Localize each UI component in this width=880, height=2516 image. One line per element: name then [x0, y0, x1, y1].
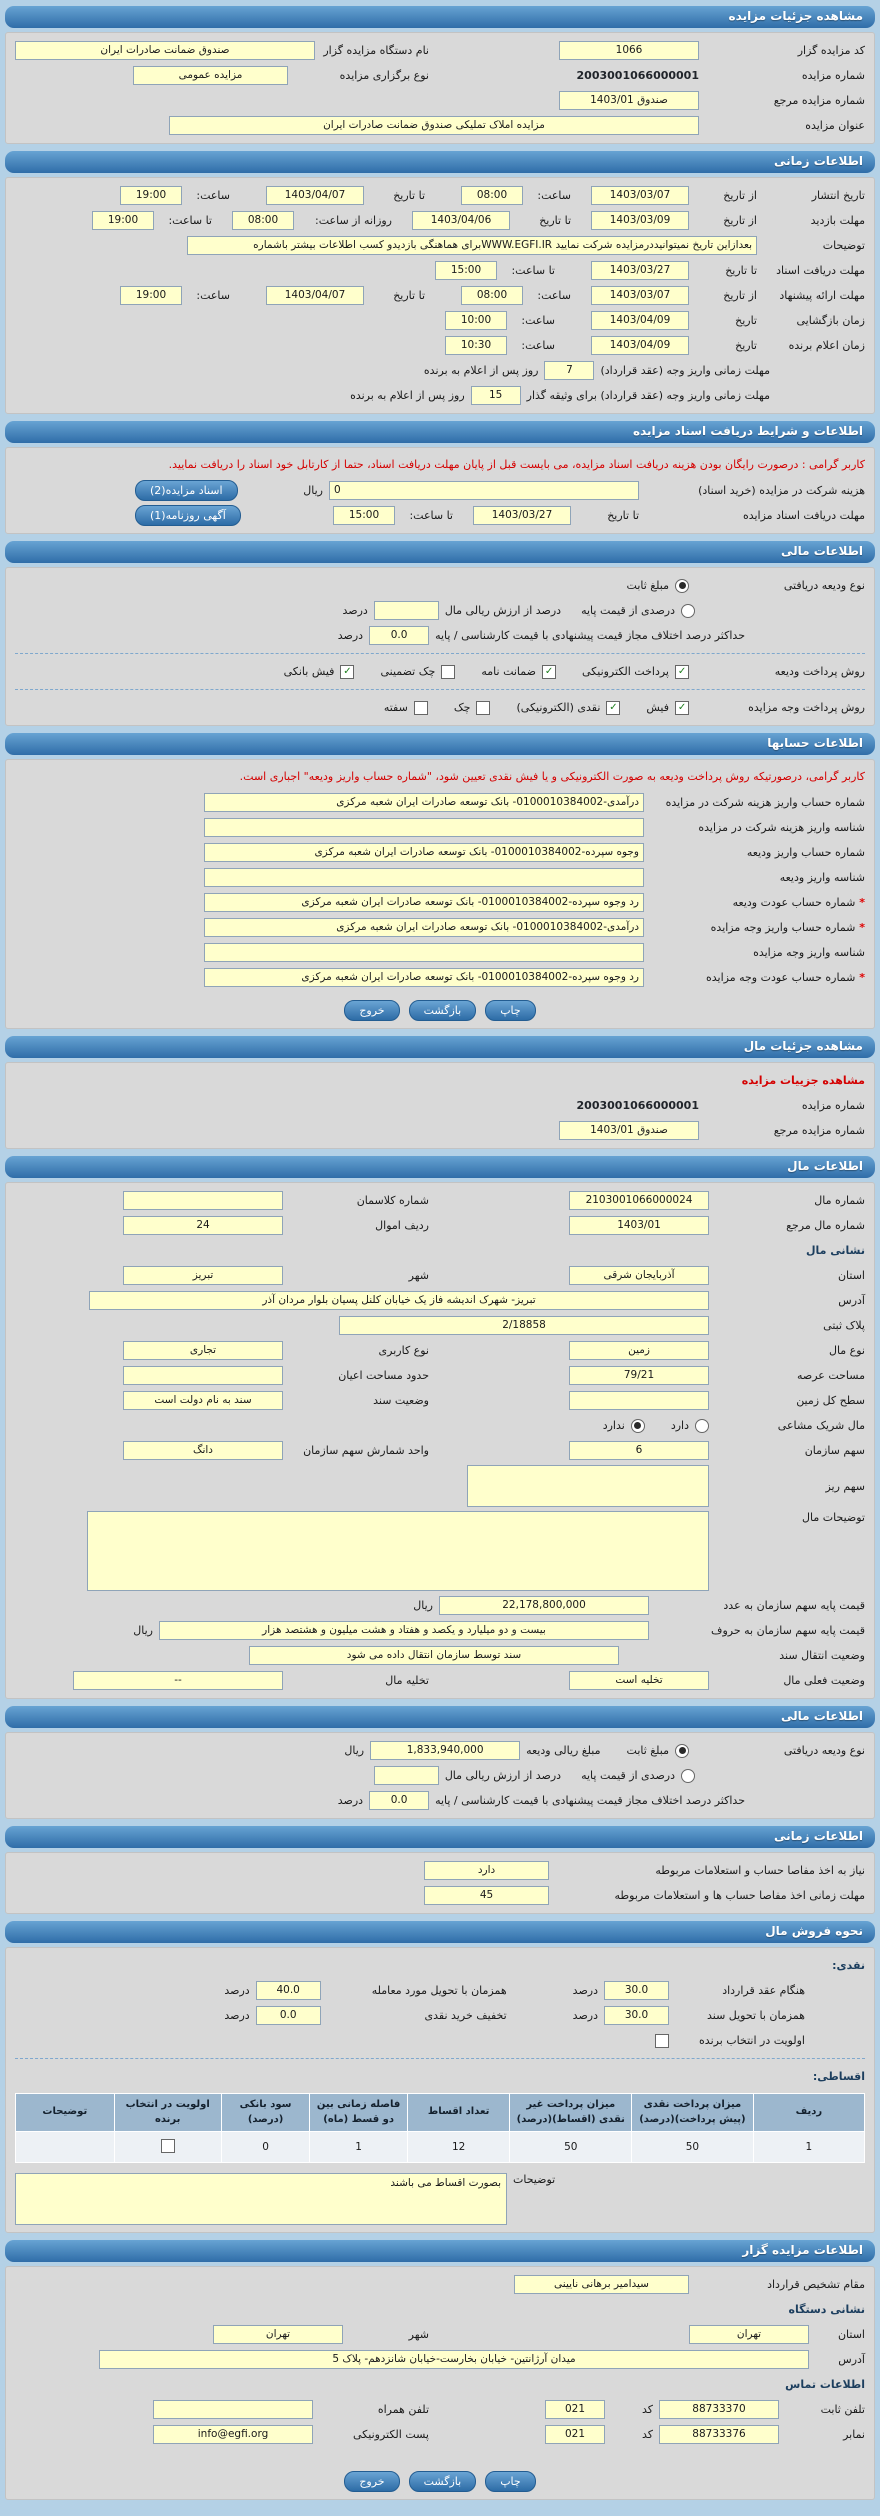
time-note-field[interactable]: بعدازاین تاریخ نمیتوانیددرمزایده شرکت نمایید WWW.EGFI.IRبرای هماهنگی بازدیدو کسب اطلاعات بیشتر باشماره — [187, 236, 757, 255]
base-price-num-unit: ریال — [413, 1599, 433, 1612]
at-delivery-field[interactable]: 40.0 — [256, 1981, 321, 2000]
participation-fee-label: هزینه شرکت در مزایده (خرید اسناد) — [698, 484, 865, 497]
docs-header: اطلاعات و شرایط دریافت اسناد مزایده — [5, 421, 875, 443]
mal-max-diff-unit: درصد — [337, 1794, 364, 1807]
at-deed-label: همزمان با تحویل سند — [706, 2009, 805, 2022]
col-noncash-percent: میزان پرداخت غیر نقدی (اقساط)(درصد) — [510, 2094, 632, 2132]
mal-address-title: نشانی مال — [805, 1244, 865, 1257]
cell-installment-count: 12 — [407, 2132, 510, 2163]
docs-deadline-date-field[interactable]: 1403/03/27 — [591, 261, 689, 280]
docs-warning-text: کاربر گرامی : درصورت رایگان بودن هزینه دریافت اسناد مزایده، می بایست قبل از پایان مهلت دریافت اسناد، حتما از کارتابل خود اسناد را دریافت نمایید. — [168, 458, 865, 472]
auctioneer-code-field[interactable]: 1066 — [559, 41, 699, 60]
promissory-checkbox[interactable] — [414, 701, 428, 715]
cell-winner-priority — [114, 2132, 221, 2163]
cell-row-no: 1 — [753, 2132, 864, 2163]
cash-discount-label: تخفیف خرید نقدی — [424, 2009, 507, 2022]
time-note-label: توضیحات — [822, 239, 865, 252]
publish-from-time-field[interactable]: 08:00 — [461, 186, 523, 205]
view-auction-details-link[interactable]: مشاهده جزییات مزایده — [741, 1074, 865, 1087]
publish-from-label: از تاریخ — [723, 189, 757, 202]
receipt-label: فیش — [646, 701, 669, 714]
auctioneer-name-field[interactable]: صندوق ضمانت صادرات ایران — [15, 41, 315, 60]
docs-deadline-label: مهلت دریافت اسناد — [776, 264, 865, 277]
auction-finance-header: اطلاعات مالی — [5, 541, 875, 563]
publish-label: تاریخ انتشار — [811, 189, 865, 202]
clearance-deadline-field[interactable]: 45 — [424, 1886, 549, 1905]
winner-time-field[interactable]: 10:30 — [445, 336, 507, 355]
pay-guarantor-label: مهلت زمانی واریز وجه (عقد قرارداد) برای وثیقه گذار — [526, 389, 770, 402]
docs-section — [5, 421, 875, 534]
max-diff-field[interactable]: 0.0 — [369, 626, 429, 645]
mal-percent-label: درصدی از قیمت پایه — [581, 1769, 675, 1782]
mal-city-label: شهر — [408, 1269, 429, 1282]
clearance-label: نیاز به اخذ مفاصا حساب و استعلامات مربوطه — [655, 1864, 865, 1877]
winner-label: زمان اعلام برنده — [788, 339, 865, 352]
mal-percent-radio[interactable] — [681, 1769, 695, 1783]
usage-type-label: نوع کاربری — [378, 1344, 429, 1357]
deposit-type-label: نوع ودیعه دریافتی — [783, 579, 865, 592]
offer-from-date-field[interactable]: 1403/03/07 — [591, 286, 689, 305]
deed-transfer-field[interactable]: سند توسط سازمان انتقال داده می شود — [249, 1646, 619, 1665]
mal-auction-number-value: 2003001066000001 — [576, 1099, 699, 1112]
visit-from-time-field[interactable]: 08:00 — [232, 211, 294, 230]
time-info-section — [5, 151, 875, 414]
deposit-return-account-label: * شماره حساب عودت ودیعه — [650, 896, 865, 909]
mal-address-label: آدرس — [838, 1294, 865, 1307]
classification-field[interactable] — [123, 1191, 283, 1210]
asset-row-field[interactable]: 24 — [123, 1216, 283, 1235]
mal-fixed-amount-label: مبلغ ثابت — [626, 1744, 669, 1757]
mal-summary-body — [5, 1062, 875, 1149]
fixed-amount-label: مبلغ ثابت — [626, 579, 669, 592]
auction-ref-field[interactable]: صندوق 1403/01 — [559, 91, 699, 110]
share-detail-field[interactable] — [467, 1465, 709, 1507]
mal-details-header: مشاهده جزئیات مال — [5, 1036, 875, 1058]
classification-label: شماره کلاسمان — [356, 1194, 429, 1207]
mal-ref-label: شماره مال مرجع — [786, 1219, 865, 1232]
org-city-field[interactable]: تهران — [213, 2325, 343, 2344]
clearance-field[interactable]: دارد — [424, 1861, 549, 1880]
auction-number-value: 2003001066000001 — [576, 69, 699, 82]
cash-discount-field[interactable]: 0.0 — [256, 2006, 321, 2025]
auction-finance-section — [5, 541, 875, 726]
at-deed-field[interactable]: 30.0 — [604, 2006, 669, 2025]
fixed-amount-radio[interactable] — [675, 579, 689, 593]
pay-contract-label: مهلت زمانی واریز وجه (عقد قرارداد) — [600, 364, 770, 377]
docs-deadline-to-label: تا تاریخ — [725, 264, 757, 277]
offer-label: مهلت ارائه پیشنهاد — [779, 289, 865, 302]
participation-fee-field[interactable]: 0 — [329, 481, 639, 500]
winner-date-field[interactable]: 1403/04/09 — [591, 336, 689, 355]
opening-time-field[interactable]: 10:00 — [445, 311, 507, 330]
accounts-body — [5, 759, 875, 1029]
base-price-num-label: قیمت پایه سهم سازمان به عدد — [723, 1599, 865, 1612]
org-share-label: سهم سازمان — [804, 1444, 865, 1457]
at-contract-field[interactable]: 30.0 — [604, 1981, 669, 2000]
time-info-body — [5, 177, 875, 414]
newspaper-ad-button[interactable]: آگهی روزنامه(1) — [135, 505, 241, 526]
fax-field[interactable]: 88733376 — [659, 2425, 779, 2444]
auction-pay-id-field[interactable] — [204, 943, 644, 962]
mal-desc-field[interactable] — [87, 1511, 709, 1591]
authority-label: مقام تشخیص قرارداد — [767, 2278, 865, 2291]
auction-pay-return-account-label: * شماره حساب عودت وجه مزایده — [650, 971, 865, 984]
shared-no-label: ندارد — [602, 1419, 625, 1432]
docs-deadline-time-field[interactable]: 15:00 — [435, 261, 497, 280]
print-button-bottom[interactable]: چاپ — [485, 2471, 536, 2492]
cell-noncash-percent: 50 — [510, 2132, 632, 2163]
auction-pay-id-label: شناسه واریز وجه مزایده — [753, 946, 865, 959]
docs-to-date-field[interactable]: 1403/03/27 — [473, 506, 571, 525]
cell-cash-percent: 50 — [632, 2132, 754, 2163]
visit-to-date-field[interactable]: 1403/04/06 — [412, 211, 510, 230]
phone-code-field[interactable]: 021 — [545, 2400, 605, 2419]
accounts-section — [5, 733, 875, 1029]
docs-receive-deadline-label: مهلت دریافت اسناد مزایده — [742, 509, 865, 522]
pay-contract-days-field[interactable]: 7 — [544, 361, 594, 380]
mal-info-body — [5, 1182, 875, 1699]
visit-from-date-field[interactable]: 1403/03/09 — [591, 211, 689, 230]
offer-to-date-field[interactable]: 1403/04/07 — [266, 286, 364, 305]
mal-ref-field[interactable]: 1403/01 — [569, 1216, 709, 1235]
fee-deposit-id-label: شناسه واریز هزینه شرکت در مزایده — [698, 821, 865, 834]
col-row-no: ردیف — [753, 2094, 864, 2132]
building-area-field[interactable] — [123, 1366, 283, 1385]
docs-to-time-field[interactable]: 15:00 — [333, 506, 395, 525]
mal-finance-body — [5, 1732, 875, 1819]
docs-deadline-time-label: تا ساعت: — [511, 264, 555, 277]
docs-body — [5, 447, 875, 534]
asset-row-label: ردیف اموال — [375, 1219, 429, 1232]
installment-priority-checkbox[interactable] — [161, 2139, 175, 2153]
sale-method-header: نحوه فروش مال — [5, 1921, 875, 1943]
cash-priority-checkbox[interactable] — [655, 2034, 669, 2048]
mal-desc-label: توضیحات مال — [802, 1511, 865, 1524]
deposit-amount-unit: ریال — [344, 1744, 365, 1757]
email-label: پست الکترونیکی — [353, 2428, 429, 2441]
fax-label: نمابر — [843, 2428, 865, 2441]
mobile-field[interactable] — [153, 2400, 313, 2419]
col-installment-count: تعداد اقساط — [407, 2094, 510, 2132]
sale-method-section — [5, 1921, 875, 2233]
secured-check-checkbox[interactable] — [441, 665, 455, 679]
accounts-header: اطلاعات حسابها — [5, 733, 875, 755]
shared-yes-radio[interactable] — [695, 1419, 709, 1433]
sale-method-body — [5, 1947, 875, 2233]
publish-from-hour-label: ساعت: — [537, 189, 571, 202]
phone-code-label: کد — [641, 2403, 653, 2416]
winner-hour-label: ساعت: — [521, 339, 555, 352]
pay-guarantor-days-field[interactable]: 15 — [471, 386, 521, 405]
pay-guarantor-suffix: روز پس از اعلام به برنده — [350, 389, 465, 402]
offer-to-label: تا تاریخ — [393, 289, 425, 302]
share-detail-label: سهم ریز — [825, 1479, 865, 1493]
deposit-amount-label: مبلغ ریالی ودیعه — [526, 1744, 601, 1757]
auction-type-label: نوع برگزاری مزایده — [339, 69, 429, 82]
mal-time-body — [5, 1852, 875, 1914]
auction-details-section — [5, 6, 875, 144]
auction-pay-account-field[interactable]: درآمدی-0100010384002- بانک توسعه صادرات ایران شعبه مرکزی — [204, 918, 644, 937]
auctioneer-body — [5, 2266, 875, 2500]
contact-title: اطلاعات تماس — [785, 2378, 865, 2391]
percent-unit-label: درصد — [342, 604, 368, 617]
visit-from-label: از تاریخ — [723, 214, 757, 227]
mal-number-field[interactable]: 2103001066000024 — [569, 1191, 709, 1210]
fee-account-field[interactable]: درآمدی-0100010384002- بانک توسعه صادرات ایران شعبه مرکزی — [204, 793, 644, 812]
auction-pay-account-label: * شماره حساب واریز وجه مزایده — [650, 921, 865, 934]
mal-city-field[interactable]: تبریز — [123, 1266, 283, 1285]
base-price-words-label: قیمت پایه سهم سازمان به حروف — [711, 1624, 865, 1637]
mal-deposit-type-label: نوع ودیعه دریافتی — [783, 1744, 865, 1757]
col-bank-interest: سود بانکی (درصد) — [221, 2094, 310, 2132]
org-share-field[interactable]: 6 — [569, 1441, 709, 1460]
cash-electronic-label: نقدی (الکترونیکی) — [516, 701, 601, 714]
org-address-title: نشانی دستگاه — [788, 2303, 865, 2316]
mal-address-field[interactable]: تبریز- شهرک اندیشه فاز یک خیابان کلنل پسیان بلوار مردان آذر — [89, 1291, 709, 1310]
secured-check-label: چک تضمینی — [380, 665, 436, 678]
mal-percent-value-label: درصد از ارزش ریالی مال — [444, 1769, 562, 1782]
land-area-label: مساحت عرصه — [796, 1369, 865, 1382]
back-button[interactable]: بازگشت — [409, 1000, 477, 1021]
deed-status-field[interactable]: سند به نام دولت است — [123, 1391, 283, 1410]
cell-installment-interval: 1 — [310, 2132, 408, 2163]
deposit-amount-field[interactable]: 1,833,940,000 — [370, 1741, 520, 1760]
auction-finance-body — [5, 567, 875, 726]
clearance-deadline-label: مهلت زمانی اخذ مفاصا حساب ها و استعلامات مربوطه — [614, 1889, 865, 1902]
authority-field[interactable]: سیدامیر برهانی نایینی — [514, 2275, 689, 2294]
mal-info-section — [5, 1156, 875, 1699]
total-land-field[interactable] — [569, 1391, 709, 1410]
mal-auction-number-label: شماره مزایده — [801, 1099, 865, 1112]
org-province-label: استان — [837, 2328, 865, 2341]
offer-from-label: از تاریخ — [723, 289, 757, 302]
org-address-field[interactable]: میدان آرژانتین- خیابان بخارست-خیابان شانزدهم- پلاک 5 — [99, 2350, 809, 2369]
at-contract-label: هنگام عقد قرارداد — [722, 1984, 805, 1997]
fee-deposit-id-field[interactable] — [204, 818, 644, 837]
max-diff-label: حداکثر درصد اختلاف مجاز قیمت پیشنهادی با قیمت کارشناسی / پایه — [435, 629, 745, 642]
installment-table — [15, 2093, 865, 2163]
mal-province-label: استان — [837, 1269, 865, 1282]
col-installment-interval: فاصله زمانی بین دو قسط (ماه) — [310, 2094, 408, 2132]
sale-desc-label: توضیحات — [513, 2173, 556, 2186]
mal-province-field[interactable]: آذربایجان شرقی — [569, 1266, 709, 1285]
share-unit-label: واحد شمارش سهم سازمان — [303, 1444, 429, 1457]
percent-value-field[interactable] — [374, 601, 439, 620]
cheque-label: چک — [453, 701, 471, 714]
installment-title: اقساطی: — [812, 2070, 865, 2083]
publish-to-label: تا تاریخ — [393, 189, 425, 202]
mal-number-label: شماره مال — [814, 1194, 865, 1207]
building-area-label: حدود مساحت اعیان — [338, 1369, 429, 1382]
pay-contract-suffix: روز پس از اعلام به برنده — [423, 364, 539, 377]
electronic-payment-label: پرداخت الکترونیکی — [582, 665, 669, 678]
back-button-bottom[interactable]: بازگشت — [409, 2471, 477, 2492]
deed-status-label: وضعیت سند — [373, 1394, 429, 1407]
deposit-id-label: شناسه واریز ودیعه — [779, 871, 865, 884]
org-city-label: شهر — [408, 2328, 429, 2341]
mal-max-diff-label: حداکثر درصد اختلاف مجاز قیمت پیشنهادی با قیمت کارشناسی / پایه — [435, 1794, 745, 1807]
base-price-words-field[interactable]: بیست و دو میلیارد و یکصد و هفتاد و هشت میلیون و هشتصد هزار — [159, 1621, 649, 1640]
col-cash-percent: میزان پرداخت نقدی (پیش پرداخت)(درصد) — [632, 2094, 754, 2132]
bank-receipt-label: فیش بانکی — [283, 665, 335, 678]
deed-transfer-label: وضعیت انتقال سند — [779, 1649, 865, 1662]
opening-hour-label: ساعت: — [521, 314, 555, 327]
base-price-num-field[interactable]: 22,178,800,000 — [439, 1596, 649, 1615]
mal-type-field[interactable]: زمین — [569, 1341, 709, 1360]
publish-to-time-field[interactable]: 19:00 — [120, 186, 182, 205]
mal-max-diff-field[interactable]: 0.0 — [369, 1791, 429, 1810]
mal-type-label: نوع مال — [828, 1344, 865, 1357]
cell-bank-interest: 0 — [221, 2132, 310, 2163]
docs-to-date-label: تا تاریخ — [607, 509, 639, 522]
auctioneer-name-label: نام دستگاه مزایده گزار — [323, 44, 429, 57]
opening-date-label: تاریخ — [735, 314, 757, 327]
visit-to-time-label: تا ساعت: — [168, 214, 212, 227]
offer-to-time-field[interactable]: 19:00 — [120, 286, 182, 305]
opening-label: زمان بازگشایی — [796, 314, 865, 327]
at-deed-unit: درصد — [572, 2009, 598, 2022]
deposit-methods-label: روش پرداخت ودیعه — [774, 665, 865, 678]
col-notes: توضیحات — [16, 2094, 115, 2132]
auction-documents-button[interactable]: اسناد مزایده(2) — [135, 480, 238, 501]
pay-methods-label: روش پرداخت وجه مزایده — [748, 701, 865, 714]
col-winner-priority: اولویت در انتخاب برنده — [114, 2094, 221, 2132]
auction-number-label: شماره مزایده — [801, 69, 865, 82]
org-address-label: آدرس — [838, 2353, 865, 2366]
winner-date-label: تاریخ — [735, 339, 757, 352]
auction-details-header: مشاهده جزئیات مزایده — [5, 6, 875, 28]
accounts-warning-text: کاربر گرامی، درصورتیکه روش پرداخت ودیعه به صورت الکترونیکی و یا فیش نقدی تعیین شود، "شماره حساب واریز ودیعه" اجباری است. — [239, 770, 865, 784]
deposit-account-field[interactable]: وجوه سپرده-0100010384002- بانک توسعه صادرات ایران شعبه مرکزی — [204, 843, 644, 862]
fax-code-field[interactable]: 021 — [545, 2425, 605, 2444]
auctioneer-code-label: کد مزایده گزار — [797, 44, 865, 57]
publish-from-date-field[interactable]: 1403/03/07 — [591, 186, 689, 205]
total-land-label: سطح کل زمین — [796, 1394, 865, 1407]
shared-no-radio[interactable] — [631, 1419, 645, 1433]
offer-to-hour-label: ساعت: — [196, 289, 230, 302]
receipt-checkbox[interactable] — [675, 701, 689, 715]
auctioneer-section — [5, 2240, 875, 2500]
time-info-header: اطلاعات زمانی — [5, 151, 875, 173]
deposit-account-label: شماره حساب واریز ودیعه — [746, 846, 865, 859]
evacuation-label: تخلیه مال — [385, 1674, 429, 1687]
exit-button-bottom[interactable]: خروج — [344, 2471, 399, 2492]
exit-button[interactable]: خروج — [344, 1000, 399, 1021]
fax-code-label: کد — [641, 2428, 653, 2441]
mal-fixed-amount-radio[interactable] — [675, 1744, 689, 1758]
installment-row — [16, 2132, 865, 2163]
visit-to-time-field[interactable]: 19:00 — [92, 211, 154, 230]
fee-account-label: شماره حساب واریز هزینه شرکت در مزایده — [665, 796, 865, 809]
visit-to-label: تا تاریخ — [539, 214, 571, 227]
plate-label: پلاک ثبتی — [823, 1319, 865, 1332]
guarantee-checkbox[interactable] — [542, 665, 556, 679]
percent-value-label: درصد از ارزش ریالی مال — [444, 604, 562, 617]
share-unit-field[interactable]: دانگ — [123, 1441, 283, 1460]
visit-label: مهلت بازدید — [810, 214, 865, 227]
mal-auction-ref-field[interactable]: صندوق 1403/01 — [559, 1121, 699, 1140]
print-button[interactable]: چاپ — [485, 1000, 536, 1021]
auction-ref-label: شماره مزایده مرجع — [773, 94, 865, 107]
phone-field[interactable]: 88733370 — [659, 2400, 779, 2419]
evacuation-field[interactable]: -- — [73, 1671, 283, 1690]
opening-date-field[interactable]: 1403/04/09 — [591, 311, 689, 330]
at-contract-unit: درصد — [572, 1984, 598, 1997]
auction-pay-return-account-field[interactable]: رد وجوه سپرده-0100010384002- بانک توسعه صادرات ایران شعبه مرکزی — [204, 968, 644, 987]
sale-desc-field[interactable]: بصورت اقساط می باشند — [15, 2173, 507, 2225]
plate-field[interactable]: 2/18858 — [339, 1316, 709, 1335]
phone-label: تلفن ثابت — [820, 2403, 865, 2416]
auctioneer-header: اطلاعات مزایده گزار — [5, 2240, 875, 2262]
land-area-field[interactable]: 79/21 — [569, 1366, 709, 1385]
auction-type-field[interactable]: مزایده عمومی — [133, 66, 288, 85]
offer-from-time-field[interactable]: 08:00 — [461, 286, 523, 305]
mal-time-header: اطلاعات زمانی — [5, 1826, 875, 1848]
cash-sale-title: نقدی: — [832, 1959, 865, 1972]
guarantee-label: ضمانت نامه — [481, 665, 536, 678]
at-delivery-unit: درصد — [224, 1984, 250, 1997]
mal-finance-header: اطلاعات مالی — [5, 1706, 875, 1728]
cheque-checkbox[interactable] — [476, 701, 490, 715]
auction-title-field[interactable]: مزایده املاک تملیکی صندوق ضمانت صادرات ایران — [169, 116, 699, 135]
visit-daily-label: روزانه از ساعت: — [315, 214, 392, 227]
mal-time-section — [5, 1826, 875, 1914]
deposit-return-account-field[interactable]: رد وجوه سپرده-0100010384002- بانک توسعه صادرات ایران شعبه مرکزی — [204, 893, 644, 912]
mobile-label: تلفن همراه — [377, 2403, 429, 2416]
mal-details-section — [5, 1036, 875, 1149]
mal-info-header: اطلاعات مال — [5, 1156, 875, 1178]
percent-of-base-radio[interactable] — [681, 604, 695, 618]
email-field[interactable]: info@egfi.org — [153, 2425, 313, 2444]
offer-from-hour-label: ساعت: — [537, 289, 571, 302]
mal-finance-section — [5, 1706, 875, 1819]
org-province-field[interactable]: تهران — [689, 2325, 809, 2344]
shared-yes-label: دارد — [670, 1419, 689, 1432]
electronic-payment-checkbox[interactable] — [675, 665, 689, 679]
fee-unit-label: ریال — [303, 484, 323, 497]
docs-to-time-label: تا ساعت: — [409, 509, 453, 522]
shared-ownership-label: مال شریک مشاعی — [777, 1419, 865, 1432]
cell-notes — [16, 2132, 115, 2163]
at-delivery-label: همزمان با تحویل مورد معامله — [371, 1984, 507, 1997]
promissory-label: سفته — [383, 701, 408, 714]
auction-general-body — [5, 32, 875, 144]
bank-receipt-checkbox[interactable] — [340, 665, 354, 679]
current-status-label: وضعیت فعلی مال — [783, 1674, 865, 1687]
cash-priority-label: اولویت در انتخاب برنده — [699, 2034, 805, 2047]
deposit-id-field[interactable] — [204, 868, 644, 887]
max-diff-unit-label: درصد — [337, 629, 364, 642]
auction-title-label: عنوان مزایده — [805, 119, 865, 132]
usage-type-field[interactable]: تجاری — [123, 1341, 283, 1360]
cash-discount-unit: درصد — [224, 2009, 250, 2022]
cash-electronic-checkbox[interactable] — [606, 701, 620, 715]
current-status-field[interactable]: تخلیه است — [569, 1671, 709, 1690]
publish-to-date-field[interactable]: 1403/04/07 — [266, 186, 364, 205]
mal-auction-ref-label: شماره مزایده مرجع — [773, 1124, 865, 1137]
base-price-words-unit: ریال — [133, 1624, 153, 1637]
mal-percent-value-field[interactable] — [374, 1766, 439, 1785]
percent-of-base-label: درصدی از قیمت پایه — [581, 604, 675, 617]
publish-to-hour-label: ساعت: — [196, 189, 230, 202]
